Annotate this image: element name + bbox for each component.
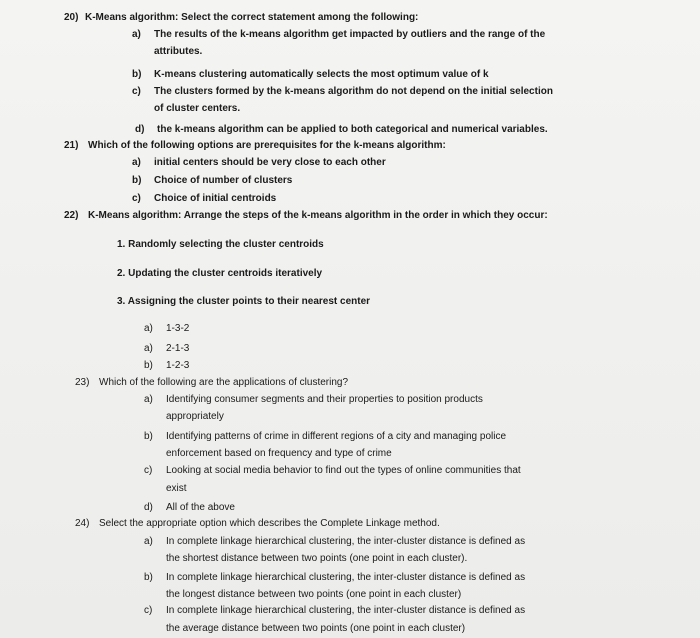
option-continuation: enforcement based on frequency and type of crime [166, 448, 392, 459]
option: b) In complete linkage hierarchical clustering, the inter-cluster distance is defined as [144, 572, 526, 583]
option-continuation: attributes. [154, 46, 203, 57]
step-item: 3. Assigning the cluster points to their nearest center [117, 296, 371, 307]
option-continuation: the longest distance between two points (one point in each cluster) [166, 589, 462, 600]
option: a) 2-1-3 [144, 343, 190, 354]
option-continuation: of cluster centers. [154, 103, 241, 114]
step-item: 1. Randomly selecting the cluster centroids [117, 239, 324, 250]
option: c) Choice of initial centroids [132, 193, 277, 204]
option-continuation: the average distance between two points (one point in each cluster) [166, 623, 466, 634]
question-23: 23) Which of the following are the applications of clustering? [75, 377, 349, 388]
option: b) Identifying patterns of crime in different regions of a city and managing police [144, 431, 507, 442]
option: b) 1-2-3 [144, 360, 190, 371]
question-text: K-Means algorithm: Select the correct statement among the following: [85, 12, 419, 23]
question-22: 22) K-Means algorithm: Arrange the steps of the k-means algorithm in the order in which they occur: [64, 210, 548, 221]
option-continuation: appropriately [166, 411, 224, 422]
option: c) Looking at social media behavior to find out the types of online communities that [144, 465, 521, 476]
option: b) Choice of number of clusters [132, 175, 293, 186]
option: c) In complete linkage hierarchical clustering, the inter-cluster distance is defined as [144, 605, 526, 616]
option: d) All of the above [144, 502, 235, 513]
question-20 [64, 13, 418, 23]
option: a) 1-3-2 [144, 323, 190, 334]
option: d) the k-means algorithm can be applied to both categorical and numerical variables. [135, 124, 548, 135]
option-continuation: the shortest distance between two points (one point in each cluster). [166, 553, 468, 564]
option: c) The clusters formed by the k-means algorithm do not depend on the initial selection [132, 86, 553, 97]
option: a) Identifying consumer segments and their properties to position products [144, 394, 483, 405]
option: a) initial centers should be very close to each other [132, 157, 386, 168]
option: b) K-means clustering automatically selects the most optimum value of k [132, 69, 489, 80]
option-continuation: exist [166, 483, 187, 494]
question-24: 24) Select the appropriate option which describes the Complete Linkage method. [75, 518, 440, 529]
step-item: 2. Updating the cluster centroids iteratively [117, 268, 323, 279]
question-number: 20) [64, 12, 79, 23]
option: a) The results of the k-means algorithm get impacted by outliers and the range of the [132, 29, 546, 40]
question-21: 21) Which of the following options are prerequisites for the k-means algorithm: [64, 140, 446, 151]
option: a) In complete linkage hierarchical clustering, the inter-cluster distance is defined as [144, 536, 526, 547]
